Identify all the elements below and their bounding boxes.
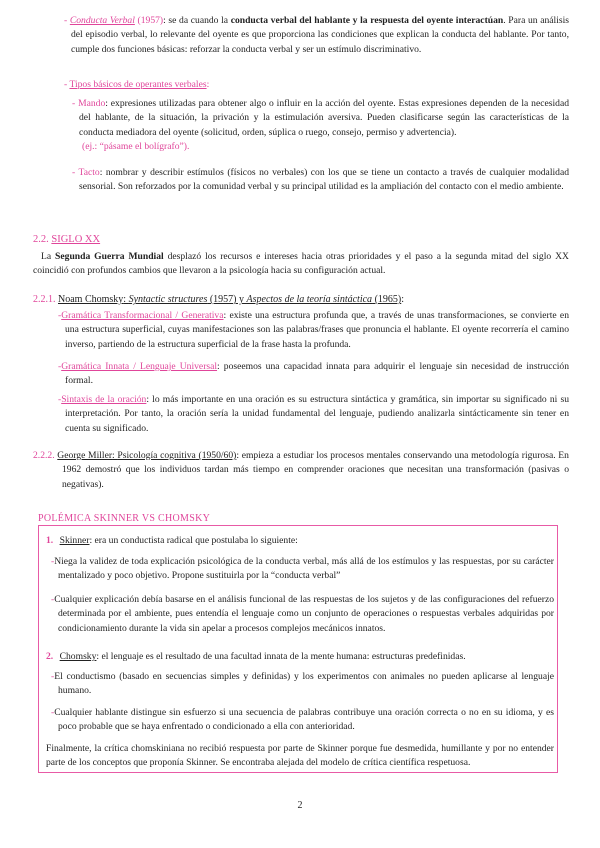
dash: -: [51, 594, 55, 605]
section-number: 2.2.: [33, 234, 49, 245]
dash: -: [51, 671, 55, 682]
text: :: [112, 450, 118, 461]
item-term: Gramática Innata / Lenguaje Universal: [61, 361, 218, 372]
chomsky-heading: [46, 650, 556, 664]
bullet-text: Cualquier hablante distingue sin esfuerzo si una secuencia de palabras contribuye una oración correcta o no en su idioma, y es poco probable que se haya enfrentado o condicionado a ella con anterioridad.: [54, 707, 554, 733]
text: : se da cuando la: [163, 15, 231, 26]
conducta-verbal-term: Conducta Verbal: [69, 15, 135, 26]
dash: -: [64, 79, 68, 90]
text: : era un conductista radical que postulaba lo siguiente:: [89, 535, 298, 546]
item-text: : lo más importante en una oración es su estructura sintáctica y gramática, sin importar su significado ni su interpretación. Por tanto, la oración sería la unidad fundamental del lenguaje, pudiendo analizarla sintácticamente sin tener en cuenta su significado.: [65, 394, 570, 434]
page-number: 2: [297, 800, 303, 811]
subsection-221-heading: [33, 292, 569, 307]
conducta-verbal-year: (1957): [137, 15, 164, 26]
mando-term: Mando: [78, 98, 106, 109]
dash: -: [58, 361, 62, 372]
text: (1957) y: [207, 294, 247, 305]
skinner-bullet-1: [51, 555, 554, 584]
conducta-verbal-item: [64, 14, 569, 57]
dash: -: [72, 98, 76, 109]
item-number: 1.: [46, 535, 54, 546]
section-title: SIGLO XX: [51, 234, 101, 245]
section-heading-siglo-xx: [33, 232, 333, 248]
subsection-number: 2.2.2.: [33, 450, 55, 461]
tacto-item: [72, 166, 569, 195]
chomsky-bullet-2: [51, 706, 554, 735]
bullet-text: Cualquier explicación debía basarse en el análisis funcional de las respuestas de los sujetos y de las configuraciones del refuerzo determinada por el ambiente, pues entendía el lenguaje como un conjunto de operaciones o respuestas verbales adquiridas por condicionamiento durante la vida sin apelar a procesos complejos mecánicos innatos.: [54, 594, 554, 634]
dash: -: [58, 310, 62, 321]
chomsky-author: Noam Chomsky: [58, 294, 124, 305]
dash: -: [58, 394, 62, 405]
text: :: [401, 294, 405, 305]
polemica-title: POLÉMICA SKINNER VS CHOMSKY: [38, 513, 211, 524]
tacto-term: Tacto: [78, 167, 100, 178]
polemica-conclusion: Finalmente, la crítica chomskiniana no recibió respuesta por parte de Skinner porque fue desmedida, humillante y por no entender parte de los conceptos que proponía Skinner. Se encontraba alejada del modelo de crítica científica respetuosa.: [46, 743, 554, 769]
mando-text: : expresiones utilizadas para obtener algo o influir en la acción del oyente. Estas expresiones dependen de la necesidad del hablante, de la situación, la privación y la estimulación aversiva. Pueden clasificarse según las características de la conducta mediadora del oyente (solicitud, orden, súplica o ruego, consejo, permiso y advertencia).: [79, 98, 569, 138]
chomsky-bullet-1: [51, 670, 554, 699]
text: : el lenguaje es el resultado de una facultad innata de la mente humana: estructuras predefinidas.: [96, 651, 466, 662]
siglo-xx-intro: [33, 250, 569, 279]
item-number: 2.: [46, 651, 54, 662]
dash: -: [51, 556, 55, 567]
text: . Para un análisis del episodio verbal, lo relevante del oyente es que proporciona las condiciones que explican la conducta del hablante. Por tanto, cumple dos funciones básicas: reforzar la conducta verbal y ser un estímulo discriminativo.: [71, 15, 569, 55]
subsection-222: [33, 449, 569, 492]
skinner-heading: [46, 534, 556, 548]
mando-item: [72, 97, 569, 155]
dash: -: [64, 15, 68, 26]
chomsky-name: Chomsky: [59, 651, 97, 662]
conducta-verbal-bold: conducta verbal del hablante y la respuesta del oyente interactúan: [230, 15, 504, 26]
dash: -: [72, 167, 76, 178]
text: (1950/60): [195, 450, 237, 461]
miller-author: George Miller: [57, 450, 113, 461]
text: (1965): [372, 294, 402, 305]
tipos-heading: - Tipos básicos de operantes verbales:: [64, 79, 210, 90]
text: La: [41, 251, 56, 262]
chomsky-item-3: [58, 393, 569, 436]
work-syntactic-structures: Syntactic structures: [128, 294, 208, 305]
miller-text: : empieza a estudiar los procesos mentales conservando una metodología rigurosa. En 1962 demostró que los individuos tardan más tiempo en comprender oraciones que necesitan una transformación (pasivas o negativas).: [62, 450, 569, 490]
item-text: : existe una estructura profunda que, a través de unas transformaciones, se convierte en una estructura superficial, cuyas manifestaciones son las palabras/frases que pronuncia el hablante. El oyente recorrería el camino inverso, partiendo de la estructura superficial de la frase hasta la profunda.: [65, 310, 569, 350]
text: desplazó los recursos e intereses hacia otras prioridades y el paso a la segunda mitad del siglo XX coincidió con profundos cambios que llevaron a la psicología hacia su configuración actual.: [33, 251, 569, 277]
mando-example: (ej.: “pásame el bolígrafo”).: [82, 141, 190, 153]
item-term: Gramática Transformacional / Generativa: [61, 310, 224, 321]
segunda-guerra-bold: Segunda Guerra Mundial: [55, 251, 164, 262]
skinner-name: Skinner: [59, 535, 90, 546]
tacto-text: : nombrar y describir estímulos (físicos no verbales) con los que se tiene un contacto a través de cualquier modalidad sensorial. Son reforzados por la comunidad verbal y su principal utilidad es la ampliación del contacto con el medio ambiente.: [79, 167, 569, 193]
skinner-bullet-2: [51, 593, 554, 636]
miller-work: Psicología cognitiva: [117, 450, 196, 461]
subsection-number: 2.2.1.: [33, 294, 56, 305]
work-aspectos: Aspectos de la teoría sintáctica: [246, 294, 373, 305]
item-text: : poseemos una capacidad innata para adquirir el lenguaje sin necesidad de instrucción formal.: [65, 361, 569, 387]
chomsky-item-2: [58, 360, 569, 389]
dash: -: [51, 707, 55, 718]
item-term: Sintaxis de la oración: [61, 394, 147, 405]
tipos-heading-text: Tipos básicos de operantes verbales: [69, 79, 207, 90]
bullet-text: El conductismo (basado en secuencias simples y definidas) y los experimentos con animales no pueden aplicarse al lenguaje humano.: [54, 671, 554, 697]
bullet-text: Niega la validez de toda explicación psicológica de la conducta verbal, más allá de los estímulos y las respuestas, por su carácter mentalizado y poco objetivo. Propone sustituirla por la “conducta verbal”: [54, 556, 554, 582]
text: :: [123, 294, 129, 305]
chomsky-item-1: [58, 309, 569, 352]
